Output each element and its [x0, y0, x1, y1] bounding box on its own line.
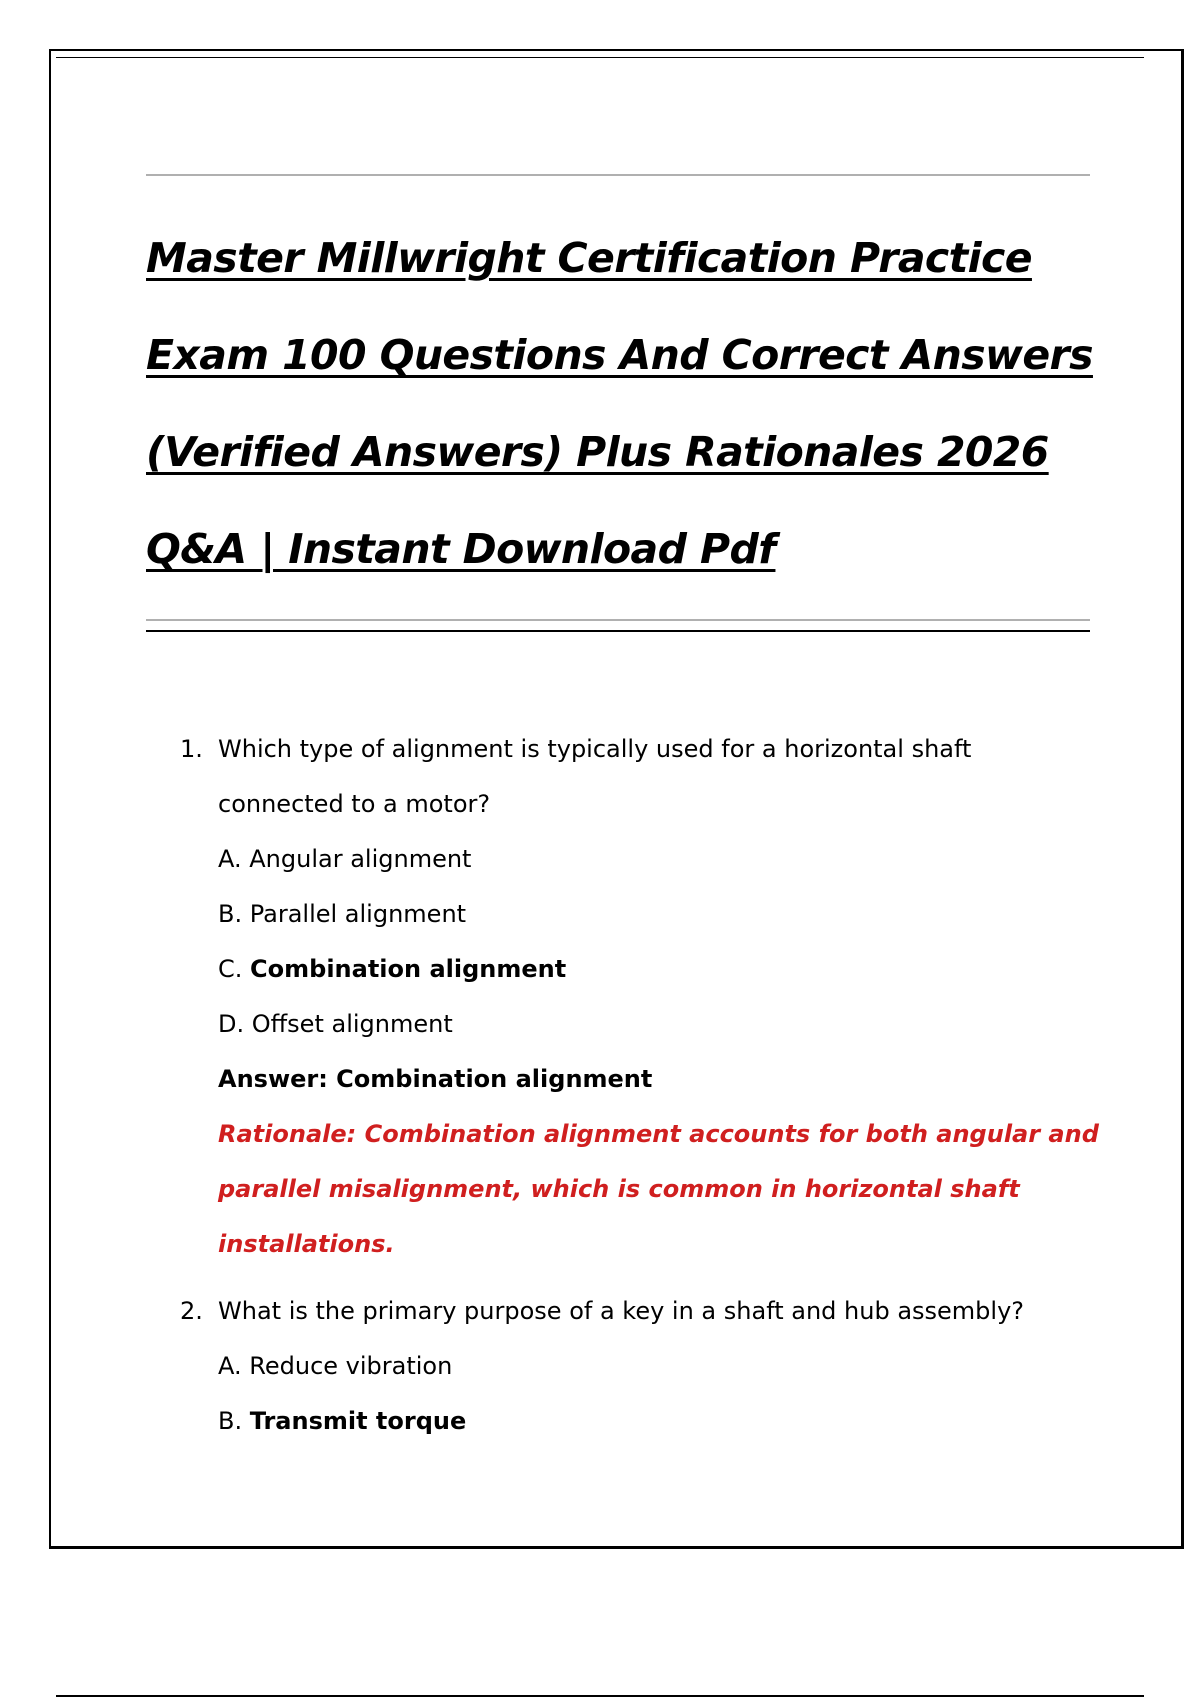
title-line: Q&A | Instant Download Pdf [146, 525, 776, 573]
rationale-line: Rationale: Combination alignment accounts for both angular and [218, 1120, 1099, 1148]
title-divider-bottom [146, 619, 1090, 621]
question-list [146, 722, 1099, 1449]
option-a: A. Reduce vibration [218, 1352, 453, 1380]
rationale-line: parallel misalignment, which is common in horizontal shaft [218, 1175, 1020, 1203]
answer-line: Answer: Combination alignment [218, 1065, 653, 1093]
document-title [146, 210, 1096, 598]
option-c-correct: C. Combination alignment [218, 955, 567, 983]
question-text: Which type of alignment is typically used for a horizontal shaft [218, 735, 972, 763]
question-2 [146, 1284, 1096, 1339]
title-divider-bottom-dark [146, 630, 1090, 632]
bottom-rule [56, 1695, 1144, 1697]
option-b: B. Parallel alignment [218, 900, 467, 928]
question-number: 1. [180, 735, 203, 763]
option-d: D. Offset alignment [218, 1010, 453, 1038]
rationale-line: installations. [218, 1230, 395, 1258]
question-text: What is the primary purpose of a key in a shaft and hub assembly? [218, 1297, 1025, 1325]
title-line: Master Millwright Certification Practice [146, 234, 1032, 282]
question-number: 2. [180, 1297, 203, 1325]
title-line: Exam 100 Questions And Correct Answers [146, 331, 1093, 379]
title-line: (Verified Answers) Plus Rationales 2026 [146, 428, 1049, 476]
top-rule [56, 57, 1144, 58]
title-divider-top [146, 174, 1090, 176]
question-1 [146, 722, 1096, 777]
option-b-correct: B. Transmit torque [218, 1407, 467, 1435]
question-text-continued: connected to a motor? [218, 790, 491, 818]
option-a: A. Angular alignment [218, 845, 472, 873]
